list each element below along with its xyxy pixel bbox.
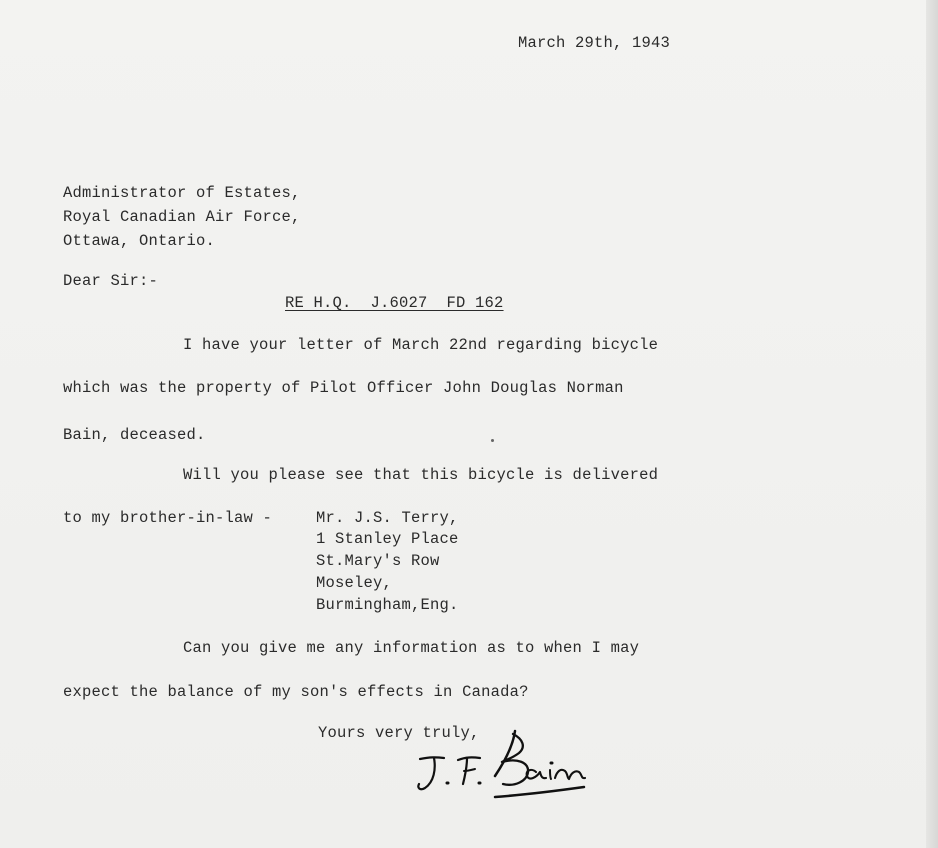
salutation: Dear Sir:- (63, 272, 159, 290)
delivery-address-line: St.Mary's Row (316, 552, 440, 570)
paper-speck (491, 439, 494, 442)
delivery-address-line: Burmingham,Eng. (316, 596, 459, 614)
delivery-address-line: 1 Stanley Place (316, 530, 459, 548)
closing: Yours very truly, (318, 724, 480, 742)
recipient-line: Royal Canadian Air Force, (63, 208, 301, 226)
paragraph-line: Can you give me any information as to when I may (183, 639, 640, 657)
paragraph-line: Bain, deceased. (63, 426, 206, 444)
letter-date: March 29th, 1943 (518, 34, 671, 52)
delivery-address-line: Mr. J.S. Terry, (316, 509, 459, 527)
recipient-line: Administrator of Estates, (63, 184, 301, 202)
paragraph-line: which was the property of Pilot Officer John Douglas Norman (63, 379, 624, 397)
delivery-prefix: to my brother-in-law - (63, 509, 273, 527)
paragraph-line: expect the balance of my son's effects in Canada? (63, 683, 529, 701)
delivery-address-line: Moseley, (316, 574, 393, 592)
paragraph-line: I have your letter of March 22nd regarding bicycle (183, 336, 659, 354)
recipient-line: Ottawa, Ontario. (63, 232, 216, 250)
signature (410, 715, 600, 805)
paragraph-line: Will you please see that this bicycle is delivered (183, 466, 659, 484)
reference-line: RE H.Q. J.6027 FD 162 (285, 294, 504, 312)
page-edge (926, 0, 938, 848)
